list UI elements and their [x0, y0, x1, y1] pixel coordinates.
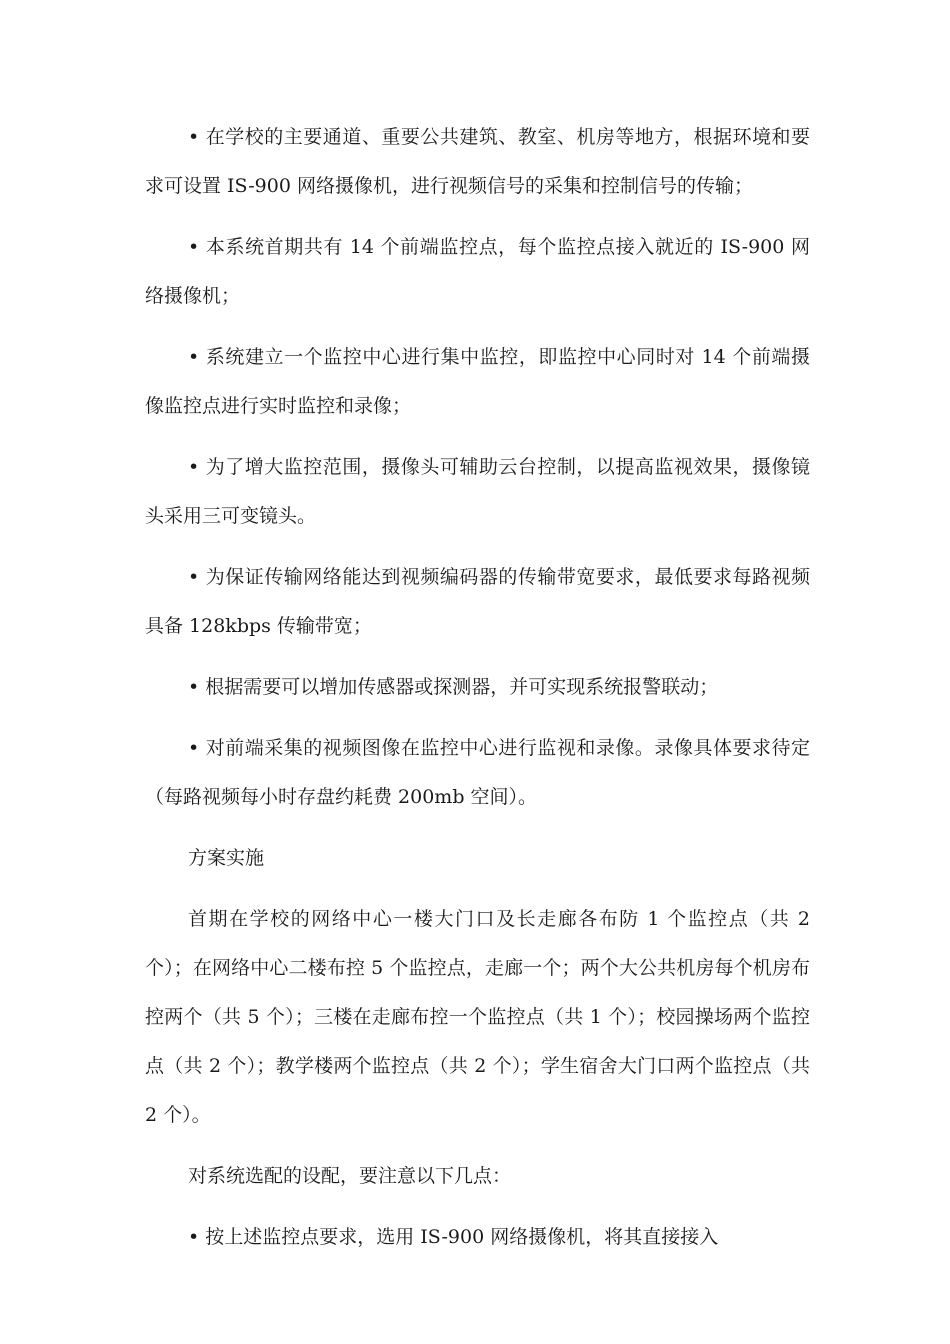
bullet-paragraph: • 为了增大监控范围，摄像头可辅助云台控制，以提高监视效果，摄像镜头采用三可变镜头。 — [145, 443, 810, 541]
body-paragraph: 对系统选配的设配，要注意以下几点： — [188, 1165, 512, 1187]
bullet-paragraph: • 系统建立一个监控中心进行集中监控，即监控中心同时对 14 个前端摄像监控点进行实时监控和录像； — [145, 333, 810, 431]
document-body — [145, 113, 810, 1274]
bullet-paragraph: • 按上述监控点要求，选用 IS-900 网络摄像机，将其直接接入 — [145, 1213, 810, 1262]
bullet-paragraph: • 对前端采集的视频图像在监控中心进行监视和录像。录像具体要求待定（每路视频每小时存盘约耗费 200mb 空间）。 — [145, 724, 810, 822]
bullet-paragraph: • 本系统首期共有 14 个前端监控点，每个监控点接入就近的 IS-900 网络摄像机； — [145, 223, 810, 321]
body-paragraph: 首期在学校的网络中心一楼大门口及长走廊各布防 1 个监控点（共 2 个）；在网络中心二楼布控 5 个监控点，走廊一个；两个大公共机房每个机房布控两个（共 5 个）；三楼在走廊布控一个监控点（共 1 个）；校园操场两个监控点（共 2 个）；教学楼两个监控点（共 2 个）；学生宿舍大门口两个监控点（共 2 个）。 — [145, 908, 810, 1126]
bullet-paragraph: • 根据需要可以增加传感器或探测器，并可实现系统报警联动； — [145, 663, 810, 712]
section-heading: 方案实施 — [188, 847, 265, 869]
bullet-paragraph: • 为保证传输网络能达到视频编码器的传输带宽要求，最低要求每路视频具备 128kbps 传输带宽； — [145, 553, 810, 651]
bullet-paragraph: • 在学校的主要通道、重要公共建筑、教室、机房等地方，根据环境和要求可设置 IS-900 网络摄像机，进行视频信号的采集和控制信号的传输； — [145, 113, 810, 211]
